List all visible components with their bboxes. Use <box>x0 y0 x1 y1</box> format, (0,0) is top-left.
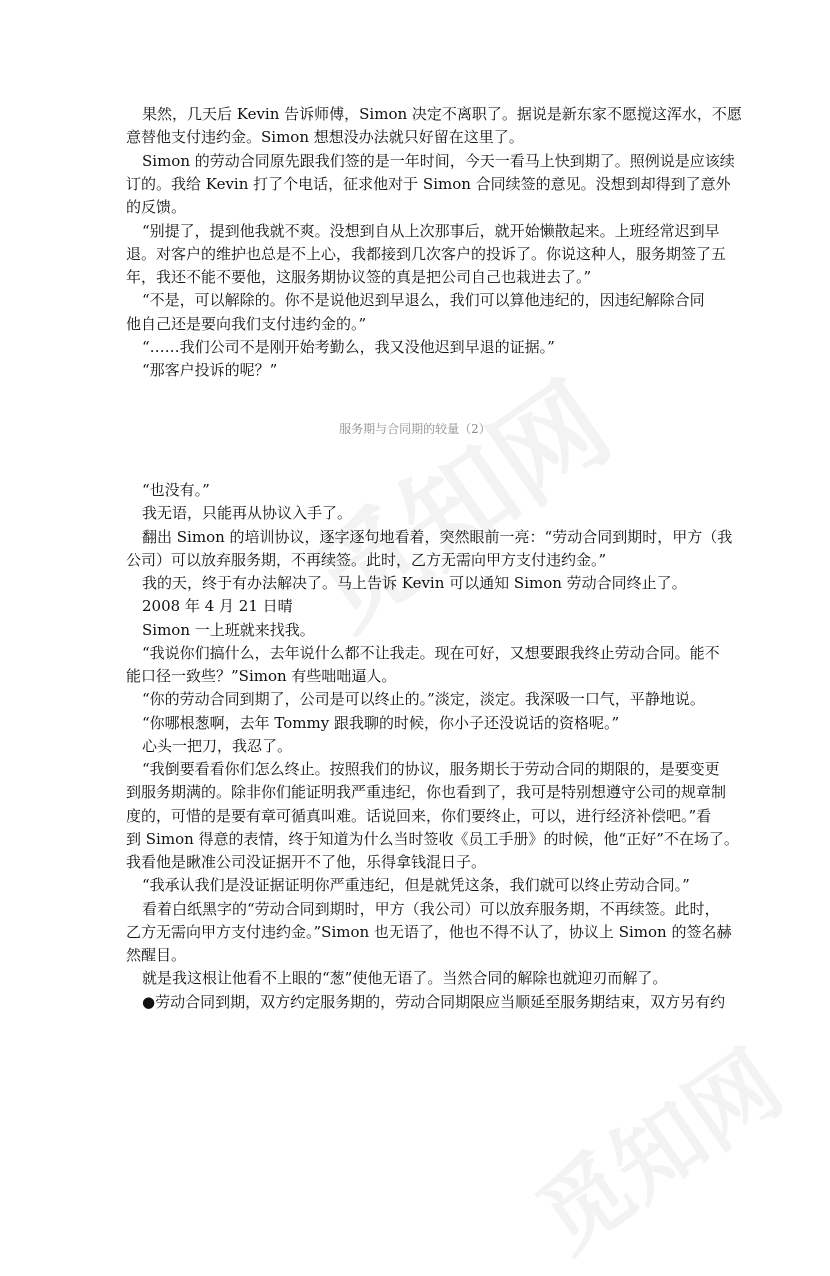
paragraph-line: “不是，可以解除的。你不是说他迟到早退么，我们可以算他违纪的，因违纪解除合同 <box>142 291 705 310</box>
paragraph-line: 意替他支付违约金。Simon 想想没办法就只好留在这里了。 <box>126 128 524 147</box>
paragraph-line: 心头一把刀，我忍了。 <box>142 736 293 755</box>
paragraph-line: 然醒目。 <box>126 946 187 964</box>
paragraph-line: “那客户投诉的呢？” <box>142 361 278 380</box>
paragraph-line: 乙方无需向甲方支付违约金。”Simon 也无语了，他也不得不认了，协议上 Simon 的签名赫 <box>126 922 732 941</box>
paragraph-line: ●劳动合同到期，双方约定服务期的，劳动合同期限应当顺延至服务期结束，双方另有约 <box>142 992 726 1011</box>
paragraph-line: 我看他是瞅准公司没证据开不了他，乐得拿钱混日子。 <box>126 853 487 871</box>
paragraph-line: 就是我这根让他看不上眼的“葱”使他无语了。当然合同的解除也就迎刃而解了。 <box>142 969 668 988</box>
paragraph-line: 的反馈。 <box>126 198 187 217</box>
paragraph-line: 到 Simon 得意的表情，终于知道为什么当时签收《员工手册》的时候，他“正好”不在场了。 <box>126 829 739 848</box>
paragraph-line: 2008 年 4 月 21 日晴 <box>142 597 293 616</box>
paragraph-line: “你的劳动合同到期了，公司是可以终止的。”淡定，淡定。我深吸一口气，平静地说。 <box>142 690 705 709</box>
paragraph-line: “……我们公司不是刚开始考勤么，我又没他迟到早退的证据。” <box>142 338 555 356</box>
paragraph-line: “你哪根葱啊，去年 Tommy 跟我聊的时候，你小子还没说话的资格呢。” <box>142 713 620 732</box>
paragraph-line: 公司）可以放弃服务期，不再续签。此时，乙方无需向甲方支付违约金。” <box>126 550 607 569</box>
paragraph-line: 能口径一致些？”Simon 有些咄咄逼人。 <box>126 667 397 685</box>
paragraph-line: 度的，可惜的是要有章可循真叫难。话说回来，你们要终止，可以，进行经济补偿吧。”看 <box>126 806 712 825</box>
paragraph-line: 退。对客户的维护也总是不上心，我都接到几次客户的投诉了。你说这种人，服务期签了五 <box>126 244 727 263</box>
paragraph-line: 果然，几天后 Kevin 告诉师傅，Simon 决定不离职了。据说是新东家不愿搅这浑水，不愿 <box>142 105 742 123</box>
paragraph-line: “也没有。” <box>142 481 210 499</box>
paragraph-line: 订的。我给 Kevin 打了个电话，征求他对于 Simon 合同续签的意见。没想到却得到了意外 <box>126 174 731 193</box>
paragraph-line: 我的天，终于有办法解决了。马上告诉 Kevin 可以通知 Simon 劳动合同终止了。 <box>142 574 687 592</box>
watermark <box>507 1014 803 1275</box>
section-caption: 服务期与合同期的较量（2） <box>339 422 491 436</box>
paragraph-line: 年，我还不能不要他，这服务期协议签的真是把公司自己也栽进去了。” <box>126 268 592 287</box>
paragraph-line: 翻出 Simon 的培训协议，逐字逐句地看着，突然眼前一亮：“劳动合同到期时，甲方（我 <box>142 527 733 546</box>
watermark <box>275 340 636 659</box>
paragraph-line: 他自己还是要向我们支付违约金的。” <box>126 314 367 333</box>
paragraph-line: 看着白纸黑字的“劳动合同到期时，甲方（我公司）可以放弃服务期，不再续签。此时， <box>142 899 720 918</box>
paragraph-line: “别提了，提到他我就不爽。没想到自从上次那事后，就开始懒散起来。上班经常迟到早 <box>142 221 720 240</box>
paragraph-line: “我倒要看看你们怎么终止。按照我们的协议，服务期长于劳动合同的期限的，是要变更 <box>142 760 720 778</box>
paragraph-line: 到服务期满的。除非你们能证明我严重违纪，你也看到了，我可是特别想遵守公司的规章制 <box>126 783 727 802</box>
paragraph-line: Simon 的劳动合同原先跟我们签的是一年时间，今天一看马上快到期了。照例说是应该续 <box>142 151 735 170</box>
paragraph-line: Simon 一上班就来找我。 <box>142 620 315 639</box>
paragraph-line: “我说你们搞什么，去年说什么都不让我走。现在可好，又想要跟我终止劳动合同。能不 <box>142 643 720 662</box>
paragraph-line: 我无语，只能再从协议入手了。 <box>142 504 353 523</box>
paragraph-line: “我承认我们是没证据证明你严重违纪，但是就凭这条，我们就可以终止劳动合同。” <box>142 876 690 895</box>
